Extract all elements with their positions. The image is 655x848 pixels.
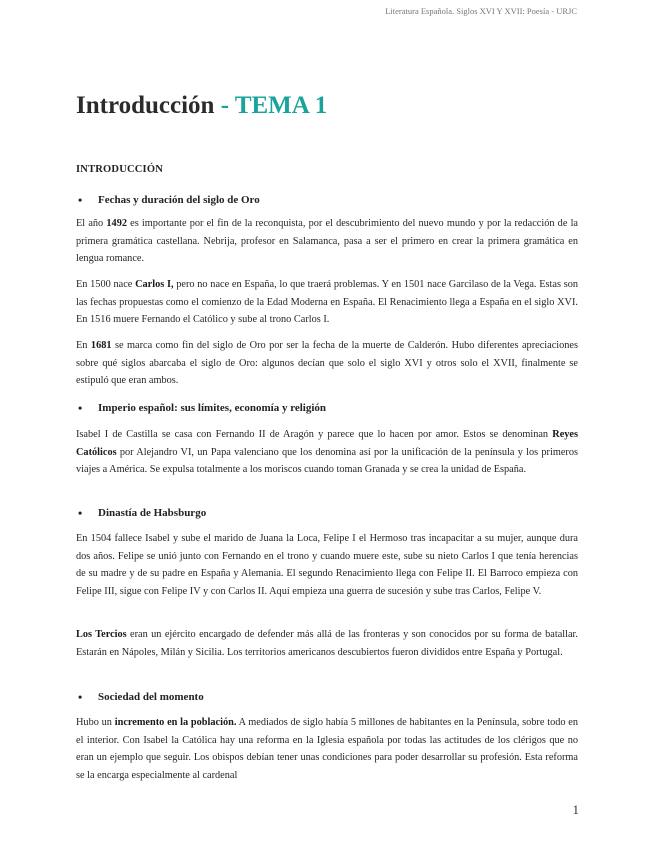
- paragraph: Los Tercios eran un ejército encargado de defender más allá de las fronteras y son conocidos por su forma de batallar. Estarán en Nápoles, Milán y Sicilia. Los territorios americanos descubiertos fueron divididos entre España y Portugal.: [76, 629, 578, 658]
- page-number: 1: [572, 802, 579, 817]
- title-main: Introducción: [76, 92, 215, 119]
- title-separator: -: [214, 92, 235, 119]
- bullet-heading: • Dinastía de Habsburgo: [98, 507, 206, 519]
- running-header: Literatura Española. Siglos XVI Y XVII: Poesía - URJC: [385, 6, 577, 16]
- title-accent: TEMA 1: [234, 92, 328, 119]
- bullet-heading: • Fechas y duración del siglo de Oro: [98, 194, 260, 206]
- page-title: [76, 92, 327, 120]
- paragraph: En 1681 se marca como fin del siglo de Oro por ser la fecha de la muerte de Calderón. Hubo diferentes apreciaciones sobre qué siglos abarcaba el siglo de Oro: algunos decían que solo el siglo XVI y otros solo el XVII, finalmente se estipuló que eran ambos.: [76, 340, 579, 387]
- bullet-heading: • Imperio español: sus límites, economía y religión: [98, 402, 326, 414]
- paragraph: Isabel I de Castilla se casa con Fernando II de Aragón y parece que lo hacen por amor. Estos se denominan Reyes Católicos por Alejandro VI, un Papa valenciano que los denomina así por la unificación de la península y los primeros viajes a América. Se expulsa totalmente a los moriscos cuando toman Granada y se crea la unidad de España.: [76, 429, 578, 476]
- paragraph: Hubo un incremento en la población. A mediados de siglo había 5 millones de habitantes en la Península, sobre todo en el interior. Con Isabel la Católica hay una reforma en la Iglesia española por todas las actitudes de los clérigos que no eran un ejemplo que seguir. Los obispos debían tener unas condiciones para poder desarrollar su profesión. Esta reforma se la encarga especialmente al cardenal: [76, 717, 579, 781]
- section-heading: INTRODUCCIÓN: [76, 164, 163, 175]
- paragraph: El año 1492 es importante por el fin de la reconquista, por el descubrimiento del nuevo mundo y por la redacción de la primera gramática castellana. Nebrija, profesor en Salamanca, pasa a ser el primero en crear la primera gramática en lengua romance.: [76, 218, 579, 265]
- paragraph: En 1500 nace Carlos I, pero no nace en España, lo que traerá problemas. Y en 1501 nace Garcilaso de la Vega. Estas son las fechas propuestas como el comienzo de la Edad Moderna en España. El Renacimiento llega a España en el siglo XVI. En 1516 muere Fernando el Católico y sube al trono Carlos I.: [76, 279, 578, 326]
- bullet-heading: • Sociedad del momento: [98, 691, 204, 703]
- paragraph: En 1504 fallece Isabel y sube el marido de Juana la Loca, Felipe I el Hermoso tras incapacitar a su mujer, aunque dura dos años. Felipe se unió junto con Fernando en el trono y cuando muere este, sube su nieto Carlos I que tenía herencias de su madre y de su padre en España y Alemania. El segundo Renacimiento llega con Felipe II. El Barroco empieza con Felipe III, sigue con Felipe IV y con Carlos II. Aquí empieza una guerra de sucesión y sube tras Carlos, Felipe V.: [76, 533, 578, 597]
